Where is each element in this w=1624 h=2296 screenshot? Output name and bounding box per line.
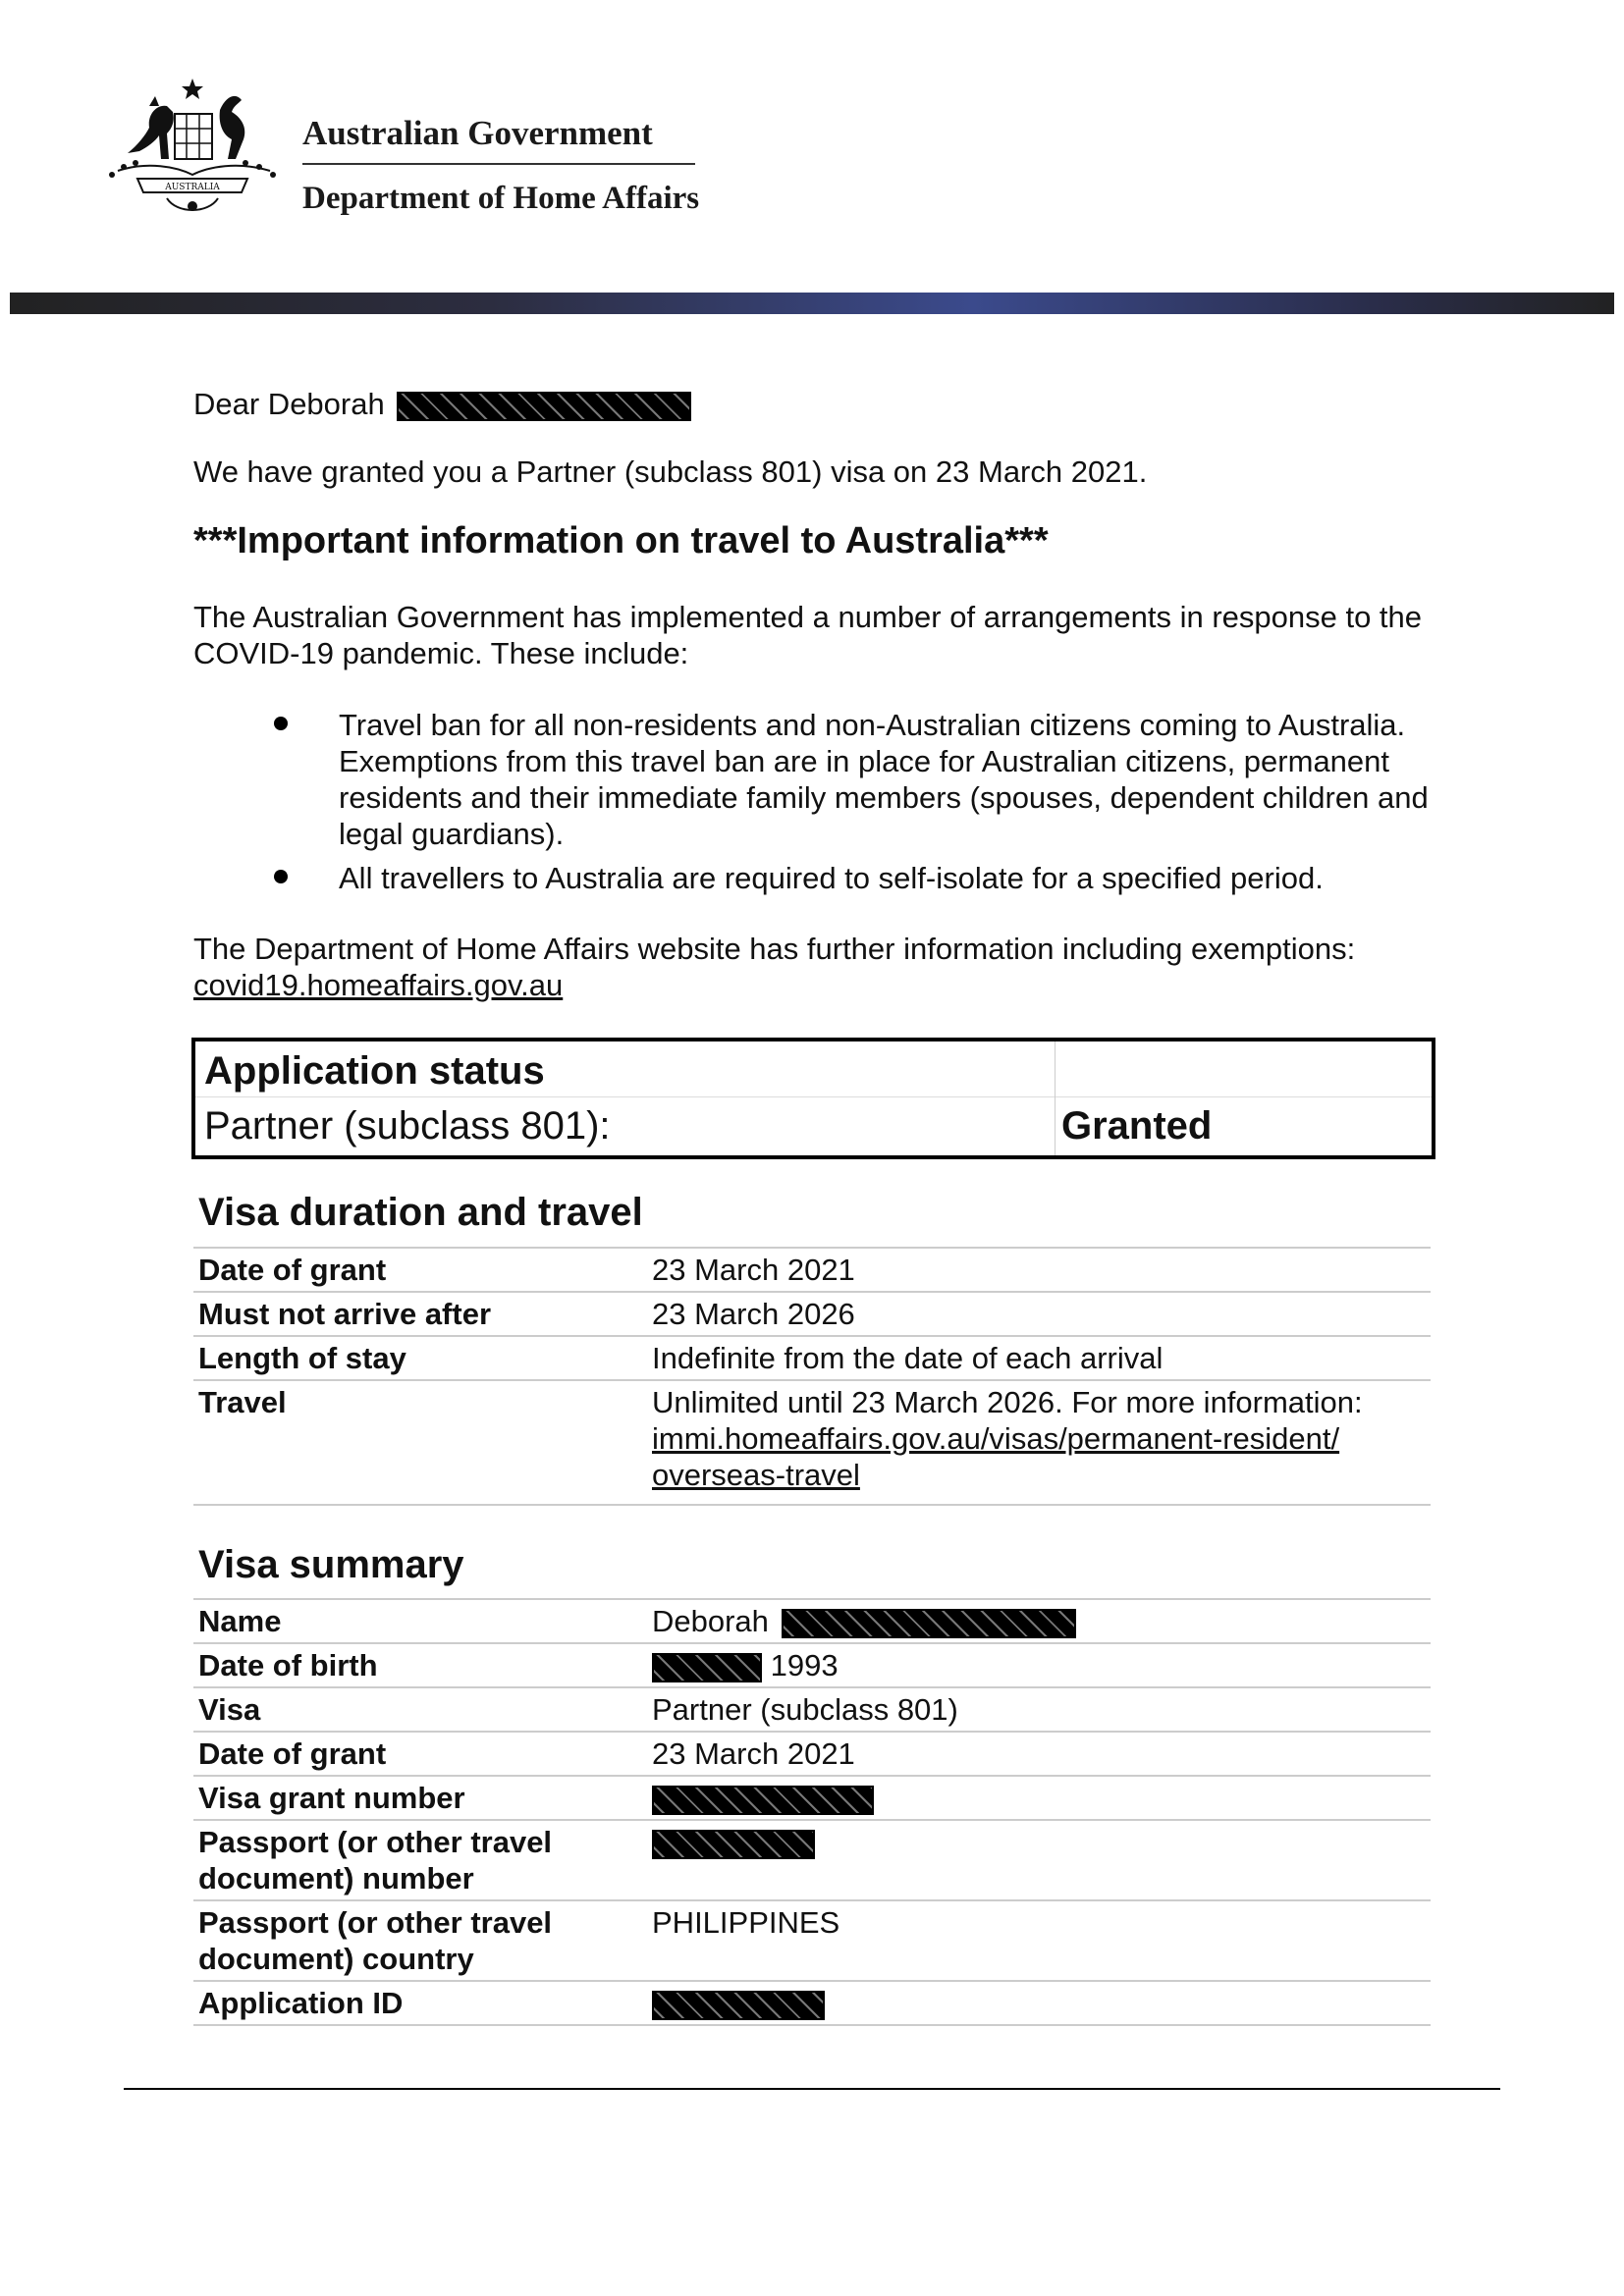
list-item: Travel ban for all non-residents and non-Australian citizens coming to Australia. Exemptions from this travel ban are in place for Australian citizens, permanent residents and their immediate family members (spouses, dependent children and legal guardians). [193,707,1431,852]
table-row: Visa Partner (subclass 801) [193,1688,1431,1733]
visa-duration-title: Visa duration and travel [198,1191,643,1234]
table-row: Must not arrive after 23 March 2026 [193,1293,1431,1337]
covid-arrangements-list [193,707,1431,904]
redacted-surname [397,392,691,421]
table-row: Visa grant number [193,1777,1431,1821]
header-color-band [10,293,1614,314]
list-item: All travellers to Australia are required to self-isolate for a specified period. [193,860,1431,896]
letterhead [0,0,1624,294]
visa-summary-title: Visa summary [198,1543,464,1586]
overseas-travel-link[interactable]: immi.homeaffairs.gov.au/visas/permanent-resident/ overseas-travel [652,1421,1340,1492]
covid-intro: The Australian Government has implemented a number of arrangements in response to the COVID-19 pandemic. These include: [193,600,1423,670]
agency-name [302,114,699,217]
visa-duration-table [193,1247,1431,1506]
table-row: Name Deborah [193,1600,1431,1644]
redacted-surname [782,1609,1076,1638]
bullet-icon [274,870,288,883]
website-info: The Department of Home Affairs website has further information including exemptions: covid19.homeaffairs.gov.au [193,932,1356,1002]
table-row: Passport (or other travel document) country PHILIPPINES [193,1901,1431,1982]
grant-statement: We have granted you a Partner (subclass 801) visa on 23 March 2021. [193,454,1148,489]
application-status-label: Partner (subclass 801): [204,1104,611,1148]
important-info-heading: ***Important information on travel to Australia*** [193,520,1049,561]
svg-text:AUSTRALIA: AUSTRALIA [165,183,220,192]
table-row: Date of birth 1993 [193,1644,1431,1688]
government-name: Australian Government [302,114,695,165]
redacted-grant-number [652,1786,874,1815]
table-row: Application ID [193,1982,1431,2026]
bullet-icon [274,717,288,730]
application-status-title: Application status [204,1049,545,1093]
table-row: Date of grant 23 March 2021 [193,1249,1431,1293]
table-row: Length of stay Indefinite from the date of each arrival [193,1337,1431,1381]
redacted-birth-date [652,1653,762,1682]
redacted-application-id [652,1991,825,2020]
visa-summary-table [193,1598,1431,2026]
table-row: Passport (or other travel document) number [193,1821,1431,1901]
table-row: Travel Unlimited until 23 March 2026. For more information: immi.homeaffairs.gov.au/visas/permanent-resident/ overseas-travel [193,1381,1431,1506]
salutation: Dear Deborah [193,386,691,422]
table-row: Date of grant 23 March 2021 [193,1733,1431,1777]
footer-divider [124,2088,1500,2090]
covid-website-link[interactable]: covid19.homeaffairs.gov.au [193,968,564,1002]
department-name: Department of Home Affairs [302,181,700,216]
redacted-passport-number [652,1830,815,1859]
application-status-box [191,1038,1435,1159]
application-status-value: Granted [1061,1104,1213,1148]
coat-of-arms-logo [98,77,290,219]
